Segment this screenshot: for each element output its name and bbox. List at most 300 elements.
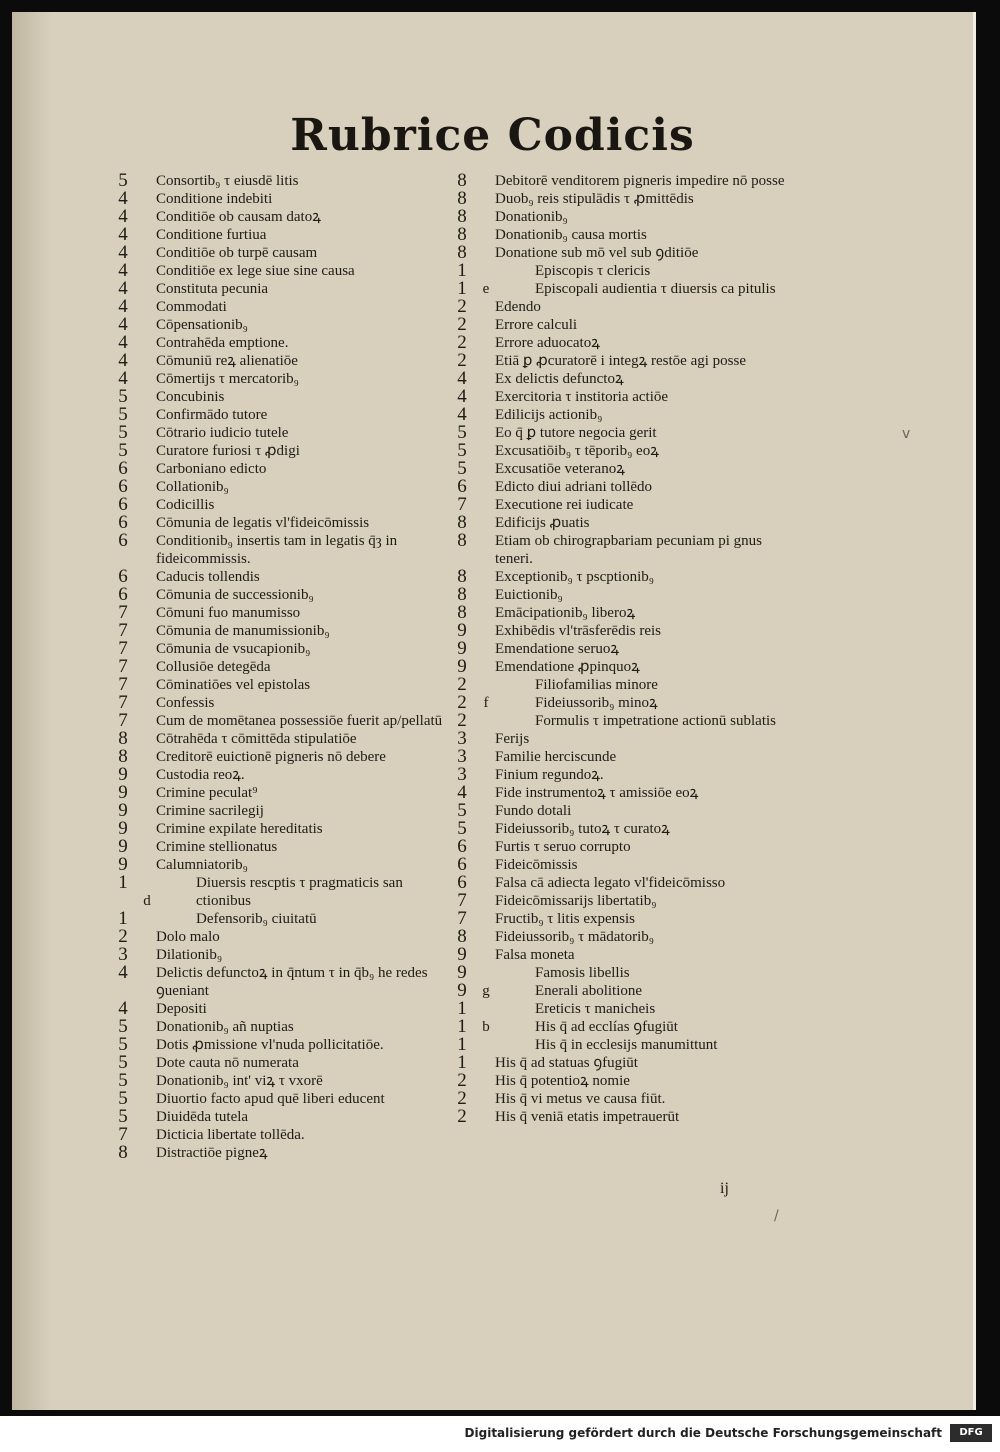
entry-text: Etiā ꝑ ꝓcuratorē i integꝝ restōe agi posse <box>495 353 746 369</box>
entry-text: Donatione sub mō vel sub ꝯditiōe <box>495 245 699 261</box>
entry-number: 6 <box>457 854 467 875</box>
entry-text: Diuersis rescptis τ pragmaticis san <box>196 875 403 891</box>
entry-text: Eo q̄ ꝑ tutore negocia gerit <box>495 425 657 441</box>
footer-credit: Digitalisierung gefördert durch die Deutsche Forschungsgemeinschaft <box>464 1426 942 1440</box>
section-letter: d <box>143 893 151 909</box>
index-entry <box>108 532 448 568</box>
entry-text: Donationib₉ int' viꝝ τ vxorē <box>156 1073 323 1089</box>
entry-number: 2 <box>457 314 467 335</box>
entry-number: 5 <box>457 818 467 839</box>
index-entry <box>447 856 792 874</box>
entry-text: Edilicijs actionib₉ <box>495 407 603 423</box>
entry-number: 2 <box>118 926 128 947</box>
index-entry <box>108 388 448 406</box>
entry-number: 4 <box>118 188 128 209</box>
entry-number: 5 <box>457 800 467 821</box>
entry-text: Cum de momētanea possessiōe fuerit ap/pellatū <box>156 713 443 729</box>
entry-text: Conditiōe ex lege siue sine causa <box>156 263 355 279</box>
index-entry <box>108 298 448 316</box>
section-letter: b <box>482 1019 490 1035</box>
entry-text: Duob₉ reis stipulādis τ ꝓmittēdis <box>495 191 694 207</box>
entry-number: 9 <box>457 656 467 677</box>
section-letter: f <box>483 695 489 711</box>
entry-number: 5 <box>118 1016 128 1037</box>
entry-text: Executione rei iudicate <box>495 497 634 513</box>
index-entry <box>447 190 792 208</box>
entry-number: 2 <box>457 674 467 695</box>
entry-text: Delictis defunctoꝝ in q̄ntum τ in q̄b₉ he redes ꝯueniant <box>156 965 428 999</box>
entry-text: Conditiōe ob causam datoꝝ <box>156 209 321 225</box>
entry-text: Crimine sacrilegij <box>156 803 264 819</box>
index-entry <box>108 1144 448 1162</box>
entry-number: 9 <box>118 854 128 875</box>
entry-text: Collationib₉ <box>156 479 229 495</box>
index-entry <box>447 1090 792 1108</box>
index-entry <box>447 766 792 784</box>
index-entry <box>108 784 448 802</box>
entry-text: Emācipationib₉ liberoꝝ <box>495 605 636 621</box>
entry-text: Fructib₉ τ litis expensis <box>495 911 636 927</box>
entry-number: 4 <box>457 782 467 803</box>
entry-text: Consortib₉ τ eiusdē litis <box>156 173 299 189</box>
index-entry <box>447 172 792 190</box>
index-entry <box>447 586 792 604</box>
entry-number: 6 <box>118 530 128 551</box>
entry-number: 6 <box>118 458 128 479</box>
entry-text: Depositi <box>156 1001 207 1017</box>
entry-number: 1 <box>118 872 128 893</box>
index-entry <box>108 1018 448 1036</box>
entry-text: Cōmunia de legatis vl'fideicōmissis <box>156 515 370 531</box>
entry-text: Falsa cā adiecta legato vl'fideicōmisso <box>495 875 726 891</box>
index-entry <box>447 622 792 640</box>
index-entry <box>447 262 792 280</box>
entry-number: 4 <box>118 260 128 281</box>
entry-number: 2 <box>457 332 467 353</box>
entry-number: 4 <box>118 314 128 335</box>
index-entry <box>108 694 448 712</box>
index-entry <box>108 424 448 442</box>
index-entry <box>447 1054 792 1072</box>
margin-mark: / <box>774 1208 779 1224</box>
index-entry <box>108 208 448 226</box>
entry-number: 5 <box>457 458 467 479</box>
entry-number: 6 <box>118 512 128 533</box>
entry-number: 5 <box>118 422 128 443</box>
index-entry <box>447 334 792 352</box>
entry-number: 2 <box>457 692 467 713</box>
entry-text: Fideiussorib₉ minoꝝ <box>535 695 658 711</box>
entry-text: Fideicōmissarijs libertatib₉ <box>495 893 657 909</box>
entry-text: His q̄ potentioꝝ nomie <box>495 1073 630 1089</box>
entry-number: 9 <box>457 962 467 983</box>
index-entry <box>447 1036 792 1054</box>
entry-text: Commodati <box>156 299 227 315</box>
index-entry <box>108 640 448 658</box>
index-entry <box>108 910 448 928</box>
index-entry <box>108 964 448 1000</box>
entry-text: Contrahēda emptione. <box>156 335 289 351</box>
entry-number: 4 <box>118 242 128 263</box>
entry-text: Dote cauta nō numerata <box>156 1055 299 1071</box>
entry-text: Dicticia libertate tollēda. <box>156 1127 305 1143</box>
entry-number: 3 <box>457 728 467 749</box>
entry-text: Ereticis τ manicheis <box>535 1001 656 1017</box>
index-entry <box>108 280 448 298</box>
index-entry <box>108 226 448 244</box>
entry-text: His q̄ ad ecclías ꝯfugiūt <box>535 1019 678 1035</box>
entry-text: Exercitoria τ institoria actiōe <box>495 389 669 405</box>
entry-number: 7 <box>457 908 467 929</box>
entry-number: 7 <box>457 494 467 515</box>
entry-text: Curatore furiosi τ ꝓdigi <box>156 443 300 459</box>
entry-number: 6 <box>457 476 467 497</box>
entry-number: 2 <box>457 1070 467 1091</box>
entry-text: Confessis <box>156 695 215 711</box>
entry-number: 7 <box>118 710 128 731</box>
index-entry <box>108 1072 448 1090</box>
index-entry <box>108 730 448 748</box>
entry-text: Donationib₉ <box>495 209 568 225</box>
index-entry <box>108 1036 448 1054</box>
index-entry <box>108 928 448 946</box>
entry-number: 6 <box>118 566 128 587</box>
index-entry <box>108 316 448 334</box>
entry-number: 8 <box>457 206 467 227</box>
index-entry <box>447 514 792 532</box>
entry-text: ctionibus <box>196 893 251 909</box>
entry-text: Cōpensationib₉ <box>156 317 248 333</box>
entry-text: Episcopali audientia τ diuersis ca pitulis <box>535 281 776 297</box>
entry-text: Edificijs ꝓuatis <box>495 515 590 531</box>
entry-number: 7 <box>118 1124 128 1145</box>
entry-number: 8 <box>457 584 467 605</box>
entry-text: Calumniatorib₉ <box>156 857 248 873</box>
index-entry <box>108 712 448 730</box>
index-entry <box>447 208 792 226</box>
entry-text: Carboniano edicto <box>156 461 267 477</box>
entry-text: Famosis libellis <box>535 965 630 981</box>
entry-number: 4 <box>457 368 467 389</box>
entry-number: 1 <box>457 260 467 281</box>
entry-text: Codicillis <box>156 497 215 513</box>
entry-number: 9 <box>457 944 467 965</box>
entry-number: 6 <box>457 836 467 857</box>
entry-text: Donationib₉ añ nuptias <box>156 1019 294 1035</box>
entry-text: Cōtrahēda τ cōmittēda stipulatiōe <box>156 731 357 747</box>
entry-text: Cōmertijs τ mercatorib₉ <box>156 371 299 387</box>
margin-mark: v <box>902 426 911 442</box>
index-entry <box>108 676 448 694</box>
entry-text: Constituta pecunia <box>156 281 269 297</box>
entry-text: Diuortio facto apud quē liberi educent <box>156 1091 385 1107</box>
entry-text: Caducis tollendis <box>156 569 260 585</box>
section-letter: g <box>482 983 490 999</box>
entry-number: 2 <box>457 350 467 371</box>
entry-text: Errore calculi <box>495 317 578 333</box>
entry-number: 2 <box>457 296 467 317</box>
index-entry <box>108 514 448 532</box>
index-entry <box>108 496 448 514</box>
entry-text: His q̄ ad statuas ꝯfugiūt <box>495 1055 638 1071</box>
entry-number: 3 <box>457 746 467 767</box>
entry-text: Conditione indebiti <box>156 191 273 207</box>
index-entry <box>108 1054 448 1072</box>
entry-number: 4 <box>118 350 128 371</box>
index-entry <box>108 1000 448 1018</box>
index-entry <box>447 676 792 694</box>
entry-number: 7 <box>118 620 128 641</box>
entry-number: 2 <box>457 710 467 731</box>
entry-number: 8 <box>457 602 467 623</box>
entry-number: 4 <box>118 224 128 245</box>
entry-number: 4 <box>118 278 128 299</box>
entry-number: 4 <box>457 386 467 407</box>
entry-text: Excusatiōib₉ τ tēporib₉ eoꝝ <box>495 443 659 459</box>
entry-text: His q̄ veniā etatis impetrauerūt <box>495 1109 680 1125</box>
entry-number: 6 <box>118 584 128 605</box>
entry-number: 4 <box>118 296 128 317</box>
entry-text: Ferijs <box>495 731 530 747</box>
index-entry <box>447 280 792 298</box>
entry-number: 2 <box>457 1106 467 1127</box>
index-entry <box>447 316 792 334</box>
index-entry <box>447 1072 792 1090</box>
index-entry <box>447 1018 792 1036</box>
entry-text: Donationib₉ causa mortis <box>495 227 647 243</box>
index-entry <box>108 1090 448 1108</box>
index-entry <box>108 568 448 586</box>
index-entry <box>447 730 792 748</box>
index-entry <box>108 172 448 190</box>
entry-number: 4 <box>118 962 128 983</box>
entry-text: Furtis τ seruo corrupto <box>495 839 631 855</box>
entry-number: 1 <box>457 1016 467 1037</box>
entry-number: 9 <box>118 800 128 821</box>
entry-number: 5 <box>118 440 128 461</box>
index-entry <box>447 892 792 910</box>
entry-number: 7 <box>118 602 128 623</box>
entry-number: 5 <box>118 1088 128 1109</box>
entry-text: Fideiussorib₉ tutoꝝ τ curatoꝝ <box>495 821 670 837</box>
entry-number: 4 <box>118 368 128 389</box>
entry-text: Exhibēdis vl'trāsferēdis reis <box>495 623 661 639</box>
entry-text: Ex delictis defunctoꝝ <box>495 371 624 387</box>
entry-number: 5 <box>118 1106 128 1127</box>
index-entry <box>447 478 792 496</box>
entry-text: Fideicōmissis <box>495 857 578 873</box>
index-entry <box>447 928 792 946</box>
entry-text: Crimine expilate hereditatis <box>156 821 323 837</box>
index-entry <box>447 784 792 802</box>
entry-text: Diuidēda tutela <box>156 1109 249 1125</box>
index-entry <box>108 460 448 478</box>
index-entry <box>108 622 448 640</box>
entry-text: Debitorē venditorem pigneris impedire nō posse <box>495 173 785 189</box>
index-entry <box>108 586 448 604</box>
entry-number: 9 <box>118 782 128 803</box>
index-entry <box>108 262 448 280</box>
entry-number: 1 <box>118 908 128 929</box>
index-entry <box>108 352 448 370</box>
entry-number: 1 <box>457 1034 467 1055</box>
index-entry <box>108 820 448 838</box>
index-entry <box>447 712 792 730</box>
index-entry <box>447 802 792 820</box>
index-entry <box>447 1108 792 1126</box>
index-entry <box>108 190 448 208</box>
index-entry <box>447 838 792 856</box>
index-entry <box>108 442 448 460</box>
entry-number: 6 <box>118 476 128 497</box>
index-entry <box>447 820 792 838</box>
index-entry <box>447 982 792 1000</box>
entry-text: Falsa moneta <box>495 947 575 963</box>
entry-number: 8 <box>457 926 467 947</box>
index-entry <box>447 388 792 406</box>
index-entry <box>108 1108 448 1126</box>
signature-mark: ij <box>720 1180 729 1197</box>
index-entry <box>108 604 448 622</box>
entry-text: Emendatione ꝓpinquoꝝ <box>495 659 640 675</box>
entry-number: 1 <box>457 998 467 1019</box>
entry-number: 5 <box>457 440 467 461</box>
index-entry <box>447 496 792 514</box>
index-entry <box>108 244 448 262</box>
index-entry <box>447 694 792 712</box>
index-entry <box>447 406 792 424</box>
entry-text: Defensorib₉ ciuitatū <box>196 911 317 927</box>
index-entry <box>108 892 448 910</box>
entry-number: 8 <box>118 1142 128 1163</box>
entry-text: Exceptionib₉ τ pscptionib₉ <box>495 569 654 585</box>
dfg-logo: DFG <box>950 1424 992 1442</box>
entry-text: Edendo <box>495 299 541 315</box>
page-title: Rubrice Codicis <box>290 110 695 161</box>
entry-text: Cōmunia de successionib₉ <box>156 587 314 603</box>
entry-number: 8 <box>457 530 467 551</box>
entry-number: 3 <box>118 944 128 965</box>
entry-number: 5 <box>118 404 128 425</box>
entry-number: 2 <box>457 1088 467 1109</box>
entry-number: 5 <box>118 170 128 191</box>
entry-text: Crimine stellionatus <box>156 839 278 855</box>
entry-text: Fundo dotali <box>495 803 572 819</box>
index-entry <box>447 244 792 262</box>
index-entry <box>447 1000 792 1018</box>
entry-text: Cōmuni fuo manumisso <box>156 605 301 621</box>
entry-number: 8 <box>457 170 467 191</box>
index-entry <box>447 460 792 478</box>
entry-text: His q̄ vi metus ve causa fiūt. <box>495 1091 666 1107</box>
index-entry <box>108 334 448 352</box>
entry-text: Custodia reoꝝ. <box>156 767 245 783</box>
section-letter: e <box>482 281 490 297</box>
entry-number: 7 <box>118 692 128 713</box>
entry-number: 9 <box>457 620 467 641</box>
entry-number: 8 <box>457 188 467 209</box>
index-entry <box>447 442 792 460</box>
index-entry <box>447 946 792 964</box>
entry-text: Excusatiōe veteranoꝝ <box>495 461 625 477</box>
entry-text: Conditionib₉ insertis tam in legatis q̄ȝ in fideicommissis. <box>156 533 398 567</box>
entry-text: Collusiōe detegēda <box>156 659 271 675</box>
entry-text: Enerali abolitione <box>535 983 643 999</box>
entry-text: Distractiōe pigneꝝ <box>156 1145 268 1161</box>
index-entry <box>447 748 792 766</box>
entry-text: Confirmādo tutore <box>156 407 268 423</box>
entry-text: Cōmuniū reꝝ alienatiōe <box>156 353 298 369</box>
entry-text: Dotis ꝓmissione vl'nuda pollicitatiōe. <box>156 1037 384 1053</box>
entry-number: 8 <box>457 242 467 263</box>
entry-number: 5 <box>118 1034 128 1055</box>
footer-bar <box>0 1416 1000 1452</box>
entry-number: 4 <box>118 332 128 353</box>
entry-text: Fideiussorib₉ τ mādatorib₉ <box>495 929 654 945</box>
entry-number: 3 <box>457 764 467 785</box>
index-entry <box>108 478 448 496</box>
entry-number: 8 <box>457 566 467 587</box>
entry-number: 1 <box>457 1052 467 1073</box>
entry-text: Cōmunia de manumissionib₉ <box>156 623 330 639</box>
entry-number: 7 <box>118 674 128 695</box>
index-entry <box>447 352 792 370</box>
index-entry <box>447 658 792 676</box>
entry-text: Dolo malo <box>156 929 220 945</box>
entry-number: 4 <box>118 998 128 1019</box>
entry-number: 9 <box>457 638 467 659</box>
entry-text: Crimine peculat⁹ <box>156 785 258 801</box>
entry-text: Euictionib₉ <box>495 587 563 603</box>
index-entry <box>447 874 792 892</box>
entry-number: 4 <box>457 404 467 425</box>
index-entry <box>108 658 448 676</box>
entry-text: Finium regundoꝝ. <box>495 767 604 783</box>
index-entry <box>108 838 448 856</box>
entry-number: 8 <box>118 728 128 749</box>
entry-number: 5 <box>457 422 467 443</box>
entry-number: 9 <box>118 764 128 785</box>
entry-number: 1 <box>457 278 467 299</box>
entry-number: 8 <box>457 224 467 245</box>
entry-text: Cōtrario iudicio tutele <box>156 425 289 441</box>
entry-text: Concubinis <box>156 389 225 405</box>
entry-text: Emendatione seruoꝝ <box>495 641 620 657</box>
index-entry <box>447 568 792 586</box>
entry-number: 4 <box>118 206 128 227</box>
entry-text: Fide instrumentoꝝ τ amissiōe eoꝝ <box>495 785 699 801</box>
index-entry <box>108 874 448 892</box>
index-entry <box>108 406 448 424</box>
entry-number: 9 <box>118 836 128 857</box>
entry-text: Dilationib₉ <box>156 947 223 963</box>
index-entry <box>447 226 792 244</box>
entry-number: 7 <box>118 656 128 677</box>
index-entry <box>108 802 448 820</box>
entry-text: Errore aduocatoꝝ <box>495 335 600 351</box>
entry-number: 9 <box>118 818 128 839</box>
entry-text: Formulis τ impetratione actionū sublatis <box>535 713 776 729</box>
index-entry <box>447 910 792 928</box>
entry-number: 7 <box>457 890 467 911</box>
index-entry <box>108 946 448 964</box>
right-column-index <box>447 172 792 1126</box>
entry-number: 5 <box>118 386 128 407</box>
index-entry <box>108 766 448 784</box>
index-entry <box>447 964 792 982</box>
entry-text: Conditiōe ob turpē causam <box>156 245 318 261</box>
index-entry <box>108 1126 448 1144</box>
